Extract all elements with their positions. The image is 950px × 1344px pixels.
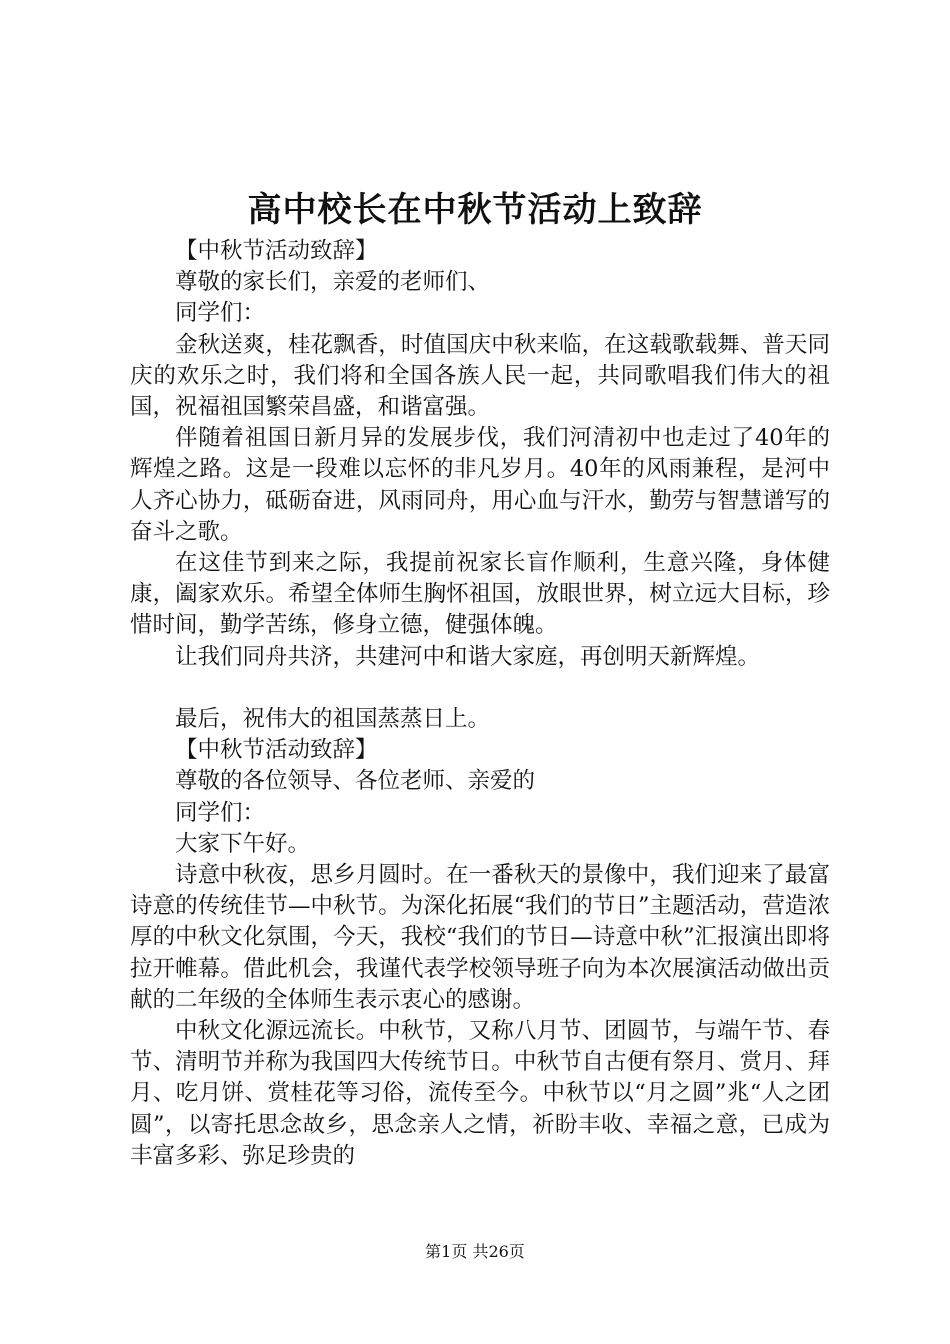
document-title: 高中校长在中秋节活动上致辞 xyxy=(247,190,703,230)
paragraph-7: 让我们同舟共济，共建河中和谐大家庭，再创明天新辉煌。 xyxy=(175,643,761,670)
paragraph-12: 大家下午好。 xyxy=(175,830,311,857)
blank-line xyxy=(130,673,830,704)
paragraph-9: 【中秋节活动致辞】 xyxy=(175,737,378,764)
paragraph-5: 伴随着祖国日新月异的发展步伐，我们河清初中也走过了40年的辉煌之路。这是一段难以忘怀的非凡岁月。40年的风雨兼程，是河中人齐心协力，砥砺奋进，风雨同舟，用心血与汗水，勤劳与智慧谱写的奋斗之歌。 xyxy=(130,425,830,545)
paragraph-4: 金秋送爽，桂花飘香，时值国庆中秋来临，在这载歌载舞、普天同庆的欢乐之时，我们将和全国各族人民一起，共同歌唱我们伟大的祖国，祝福祖国繁荣昌盛，和谐富强。 xyxy=(130,331,830,421)
paragraph-6: 在这佳节到来之际，我提前祝家长盲作顺利，生意兴隆，身体健康，阖家欢乐。希望全体师生胸怀祖国，放眼世界，树立远大目标，珍惜时间，勤学苦练，修身立德，健强体魄。 xyxy=(130,550,830,639)
paragraph-2: 尊敬的家长们，亲爱的老师们、 xyxy=(175,269,491,296)
paragraph-14: 中秋文化源远流长。中秋节，又称八月节、团圆节，与端午节、春节、清明节并称为我国四大传统节日。中秋节自古便有祭月、赏月、拜月、吃月饼、赏桂花等习俗，流传至今。中秋节以“月之圆”兆“人之团圆”，以寄托思念故乡，思念亲人之情，祈盼丰收、幸福之意，已成为丰富多彩、弥足珍贵的 xyxy=(130,1018,830,1169)
paragraph-8: 最后，祝伟大的祖国蒸蒸日上。 xyxy=(175,706,491,733)
paragraph-13: 诗意中秋夜，思乡月圆时。在一番秋天的景像中，我们迎来了最富诗意的传统佳节—中秋节。为深化拓展“我们的节日”主题活动，营造浓厚的中秋文化氛围，今天，我校“我们的节日—诗意中秋”汇报演出即将拉开帷幕。借此机会，我谨代表学校领导班子向为本次展演活动做出贡献的二年级的全体师生表示衷心的感谢。 xyxy=(130,862,830,1013)
paragraph-3: 同学们： xyxy=(175,300,266,327)
document-body xyxy=(130,236,830,1172)
page-number-footer: 第1页 共26页 xyxy=(425,1242,525,1261)
paragraph-11: 同学们： xyxy=(175,799,266,826)
paragraph-10: 尊敬的各位领导、各位老师、亲爱的 xyxy=(175,768,536,795)
paragraph-1: 【中秋节活动致辞】 xyxy=(175,238,378,264)
